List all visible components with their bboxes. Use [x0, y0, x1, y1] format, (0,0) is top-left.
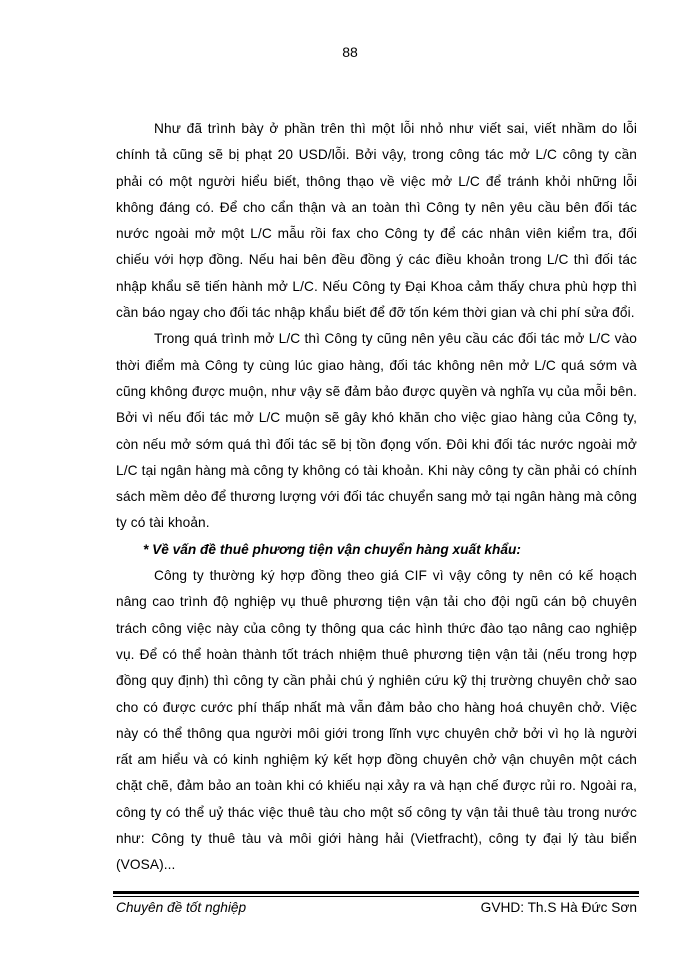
page-footer: [116, 900, 637, 915]
section-heading: * Về vấn đề thuê phương tiện vận chuyển hàng xuất khẩu:: [143, 541, 521, 557]
paragraph-transport: Công ty thường ký hợp đồng theo giá CIF vì vậy công ty nên có kế hoạch nâng cao trình độ nghiệp vụ thuê phương tiện vận tải cho đội ngũ cán bộ chuyên trách công việc này của công ty thông qua các hình thức đào tạo nâng cao nghiệp vụ. Để có thể hoàn thành tốt trách nhiệm thuê phương tiện vận tải (nếu trong hợp đồng quy định) thì công ty cần phải chú ý nghiên cứu kỹ thị trường chuyên chở sao cho có được cước phí thấp nhất mà vẫn đảm bảo cho hàng hoá chuyên chở. Việc này có thể thông qua người môi giới trong lĩnh vực chuyên chở bởi vì họ là người rất am hiểu và có kinh nghiệm ký kết hợp đồng chuyên chở vận chuyên một cách chặt chẽ, đảm bảo an toàn khi có khiếu nại xảy ra và hạn chế được rủi ro. Ngoài ra, công ty có thể uỷ thác việc thuê tàu cho một số công ty vận tải thuê tàu trong nước như: Công ty thuê tàu và môi giới hàng hải (Vietfracht), công ty đại lý tàu biển (VOSA)...: [116, 568, 637, 873]
paragraph-lc-timing: Trong quá trình mở L/C thì Công ty cũng nên yêu cầu các đối tác mở L/C vào thời điểm mà Công ty cùng lúc giao hàng, đối tác không nên mở L/C quá sớm và cũng không được muộn, như vậy sẽ đảm bảo được quyền và nghĩa vụ của mỗi bên. Bởi vì nếu đối tác mở L/C muộn sẽ gây khó khăn cho việc giao hàng của Công ty, còn nếu mở sớm quá thì đối tác sẽ bị tồn đọng vốn. Đôi khi đối tác nước ngoài mở L/C tại ngân hàng mà công ty không có tài khoản. Khi này công ty cần phải có chính sách mềm dẻo để thương lượng với đối tác chuyển sang mở tại ngân hàng mà công ty có tài khoản.: [116, 331, 637, 531]
footer-supervisor: GVHD: Th.S Hà Đức Sơn: [480, 900, 637, 915]
paragraph-lc-errors: Như đã trình bày ở phần trên thì một lỗi nhỏ như viết sai, viết nhầm do lỗi chính tả cũng sẽ bị phạt 20 USD/lỗi. Bởi vậy, trong công tác mở L/C công ty cần phải có một người hiểu biết, thông thạo về việc mở L/C để tránh khỏi những lỗi không đáng có. Để cho cẩn thận và an toàn thì Công ty nên yêu cầu bên đối tác nước ngoài mở một L/C mẫu rồi fax cho Công ty để các nhân viên kiểm tra, đối chiếu với hợp đồng. Nếu hai bên đều đồng ý các điều khoản trong L/C thì đối tác nhập khẩu sẽ tiến hành mở L/C. Nếu Công ty Đại Khoa cảm thấy chưa phù hợp thì cần báo ngay cho đối tác nhập khẩu biết để đỡ tốn kém thời gian và chi phí sửa đổi.: [116, 121, 637, 321]
document-body: [116, 116, 637, 879]
footer-title: Chuyên đề tốt nghiệp: [116, 900, 247, 915]
footer-divider-thick: [113, 891, 639, 894]
page-number: 88: [342, 44, 358, 60]
footer-divider-thin: [113, 896, 639, 897]
